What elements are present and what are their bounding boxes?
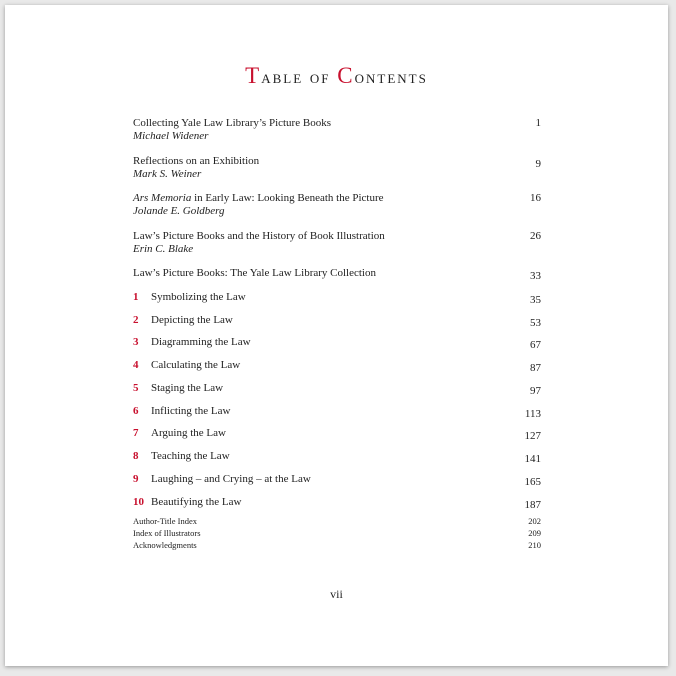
chapter-title: Diagramming the Law bbox=[151, 336, 251, 348]
entry-page: 26 bbox=[530, 230, 541, 242]
chapter-number: 7 bbox=[133, 427, 139, 439]
chapter-number: 6 bbox=[133, 405, 139, 417]
chapter-title: Inflicting the Law bbox=[151, 405, 231, 417]
entry-page: 202 bbox=[528, 516, 541, 526]
entry-title: Author-Title Index bbox=[133, 516, 197, 526]
chapter-page: 67 bbox=[530, 339, 541, 351]
chapter-title: Symbolizing the Law bbox=[151, 291, 246, 303]
chapter-page: 87 bbox=[530, 362, 541, 374]
entry-title: Law’s Picture Books: The Yale Law Library Collection bbox=[133, 267, 376, 279]
book-page bbox=[5, 5, 668, 666]
entry-author: Mark S. Weiner bbox=[133, 168, 202, 180]
chapter-number: 2 bbox=[133, 314, 139, 326]
entry-title: Law’s Picture Books and the History of Book Illustration bbox=[133, 230, 385, 242]
chapter-title: Laughing – and Crying – at the Law bbox=[151, 473, 311, 485]
entry-author: Michael Widener bbox=[133, 130, 209, 142]
title-part-1: able of bbox=[261, 67, 338, 88]
entry-author: Erin C. Blake bbox=[133, 243, 194, 255]
title-part-2: ontents bbox=[354, 67, 428, 88]
toc-entry-chapter[interactable] bbox=[133, 427, 541, 440]
entry-title: Reflections on an Exhibition bbox=[133, 155, 260, 167]
entry-title-rest: in Early Law: Looking Beneath the Picture bbox=[191, 192, 384, 204]
title-initial-t: T bbox=[245, 63, 262, 88]
entry-title: Index of Illustrators bbox=[133, 528, 201, 538]
toc-entry-chapter[interactable] bbox=[133, 382, 541, 395]
chapter-number: 4 bbox=[133, 359, 139, 371]
toc-entry-chapter[interactable] bbox=[133, 450, 541, 463]
chapter-number: 1 bbox=[133, 291, 139, 303]
toc-entry-chapter[interactable] bbox=[133, 496, 541, 509]
page-number: vii bbox=[330, 587, 343, 601]
toc-entry-essay[interactable] bbox=[133, 267, 541, 280]
chapter-title: Staging the Law bbox=[151, 382, 224, 394]
toc-entry-essay[interactable] bbox=[133, 117, 541, 143]
chapter-title: Depicting the Law bbox=[151, 314, 233, 326]
chapter-page: 35 bbox=[530, 294, 541, 306]
title-initial-c: C bbox=[337, 63, 355, 88]
page-title bbox=[5, 63, 668, 89]
toc-entry-essay[interactable] bbox=[133, 155, 541, 181]
chapter-page: 97 bbox=[530, 385, 541, 397]
toc-entry-back-matter[interactable] bbox=[133, 528, 541, 539]
chapter-number: 3 bbox=[133, 336, 139, 348]
chapter-title: Calculating the Law bbox=[151, 359, 241, 371]
entry-page: 33 bbox=[530, 270, 541, 282]
toc-entry-back-matter[interactable] bbox=[133, 540, 541, 551]
toc-entry-back-matter[interactable] bbox=[133, 516, 541, 527]
entry-page: 9 bbox=[535, 158, 541, 170]
chapter-page: 141 bbox=[524, 453, 541, 465]
chapter-number: 10 bbox=[133, 496, 144, 508]
toc-entry-chapter[interactable] bbox=[133, 359, 541, 372]
entry-page: 210 bbox=[528, 540, 541, 550]
entry-author: Jolande E. Goldberg bbox=[133, 205, 225, 217]
chapter-page: 127 bbox=[524, 430, 541, 442]
entry-page: 1 bbox=[535, 117, 541, 129]
toc-entry-chapter[interactable] bbox=[133, 291, 541, 304]
entry-title bbox=[133, 192, 541, 205]
chapter-number: 9 bbox=[133, 473, 139, 485]
chapter-page: 53 bbox=[530, 317, 541, 329]
entry-title: Collecting Yale Law Library’s Picture Books bbox=[133, 117, 331, 129]
toc-entry-chapter[interactable] bbox=[133, 473, 541, 486]
entry-page: 16 bbox=[530, 192, 541, 204]
entry-title: Acknowledgments bbox=[133, 540, 197, 550]
toc-entry-essay[interactable] bbox=[133, 192, 541, 218]
chapter-number: 8 bbox=[133, 450, 139, 462]
chapter-page: 187 bbox=[524, 499, 541, 511]
chapter-page: 165 bbox=[524, 476, 541, 488]
toc-entry-chapter[interactable] bbox=[133, 405, 541, 418]
toc-entry-essay[interactable] bbox=[133, 230, 541, 256]
entry-page: 209 bbox=[528, 528, 541, 538]
chapter-title: Teaching the Law bbox=[151, 450, 230, 462]
chapter-title: Arguing the Law bbox=[151, 427, 226, 439]
chapter-page: 113 bbox=[524, 408, 541, 420]
chapter-number: 5 bbox=[133, 382, 139, 394]
toc-entry-chapter[interactable] bbox=[133, 314, 541, 327]
toc-entry-chapter[interactable] bbox=[133, 336, 541, 349]
entry-title-italic: Ars Memoria bbox=[133, 192, 192, 204]
chapter-title: Beautifying the Law bbox=[151, 496, 242, 508]
